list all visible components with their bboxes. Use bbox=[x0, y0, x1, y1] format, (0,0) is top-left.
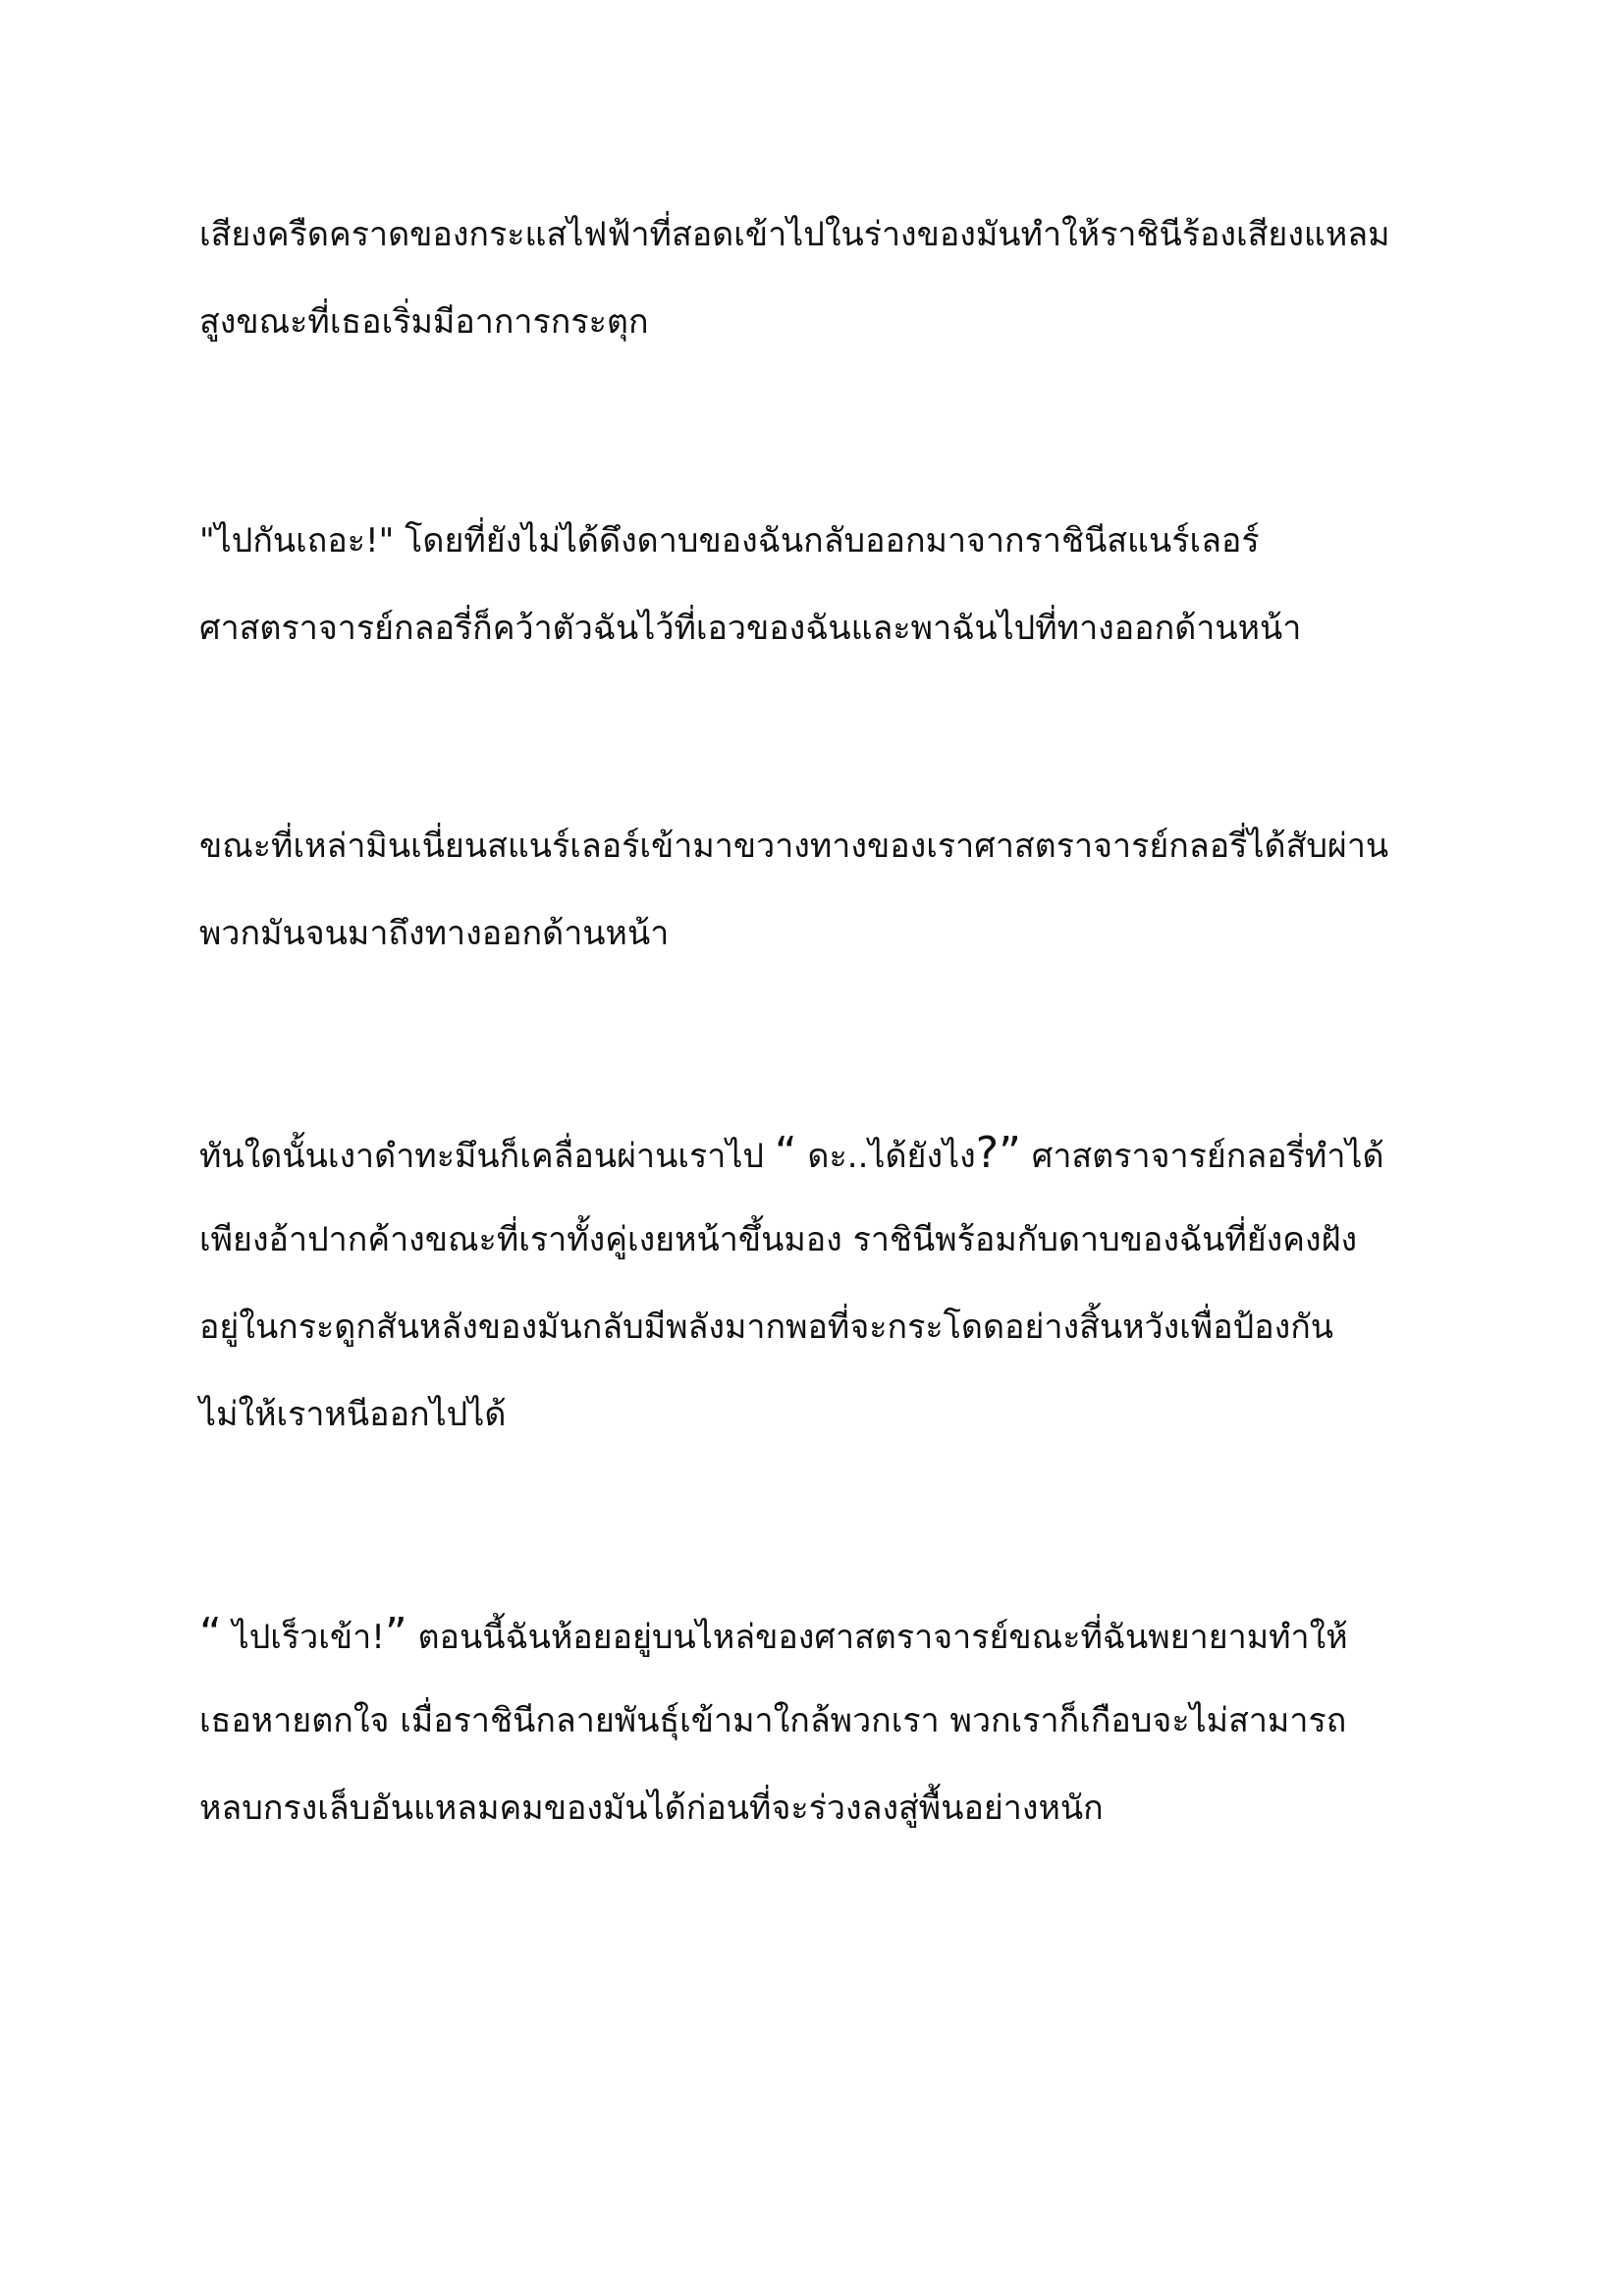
dialogue-text: ไปเร็วเข้า! bbox=[221, 1618, 385, 1657]
paragraph-line: หลบกรงเล็บอันแหลมคมของมันได้ก่อนที่จะร่วงลงสู่พื้นอย่างหนัก bbox=[199, 1789, 1104, 1828]
paragraph-line: เสียงครืดคราดของกระแสไฟฟ้าที่สอดเข้าไปในร่างของมันทำให้ราชินีร้องเสียงแหลม bbox=[199, 215, 1390, 254]
paragraph-2 bbox=[199, 498, 1476, 672]
dialogue-text: ดะ..ได้ยังไง bbox=[796, 1137, 976, 1176]
paragraph-line: ไม่ให้เราหนีออกไปได้ bbox=[199, 1395, 507, 1434]
paragraph-line: สูงขณะที่เธอเริ่มมีอาการกระตุก bbox=[199, 302, 649, 342]
question-mark: ? bbox=[975, 1128, 1000, 1178]
close-quote-mark: ” bbox=[999, 1128, 1021, 1178]
paragraph-line: เพียงอ้าปากค้างขณะที่เราทั้งคู่เงยหน้าขึ้นมอง ราชินีพร้อมกับดาบของฉันที่ยังคงฝัง bbox=[199, 1220, 1358, 1259]
paragraph-line: "ไปกันเถอะ!" โดยที่ยังไม่ได้ดึงดาบของฉันกลับออกมาจากราชินีสแนร์เลอร์ bbox=[199, 521, 1260, 561]
narration-text: ทันใดนั้นเงาดำทะมึนก็เคลื่อนผ่านเราไป bbox=[199, 1137, 775, 1176]
paragraph-line-with-dialogue bbox=[199, 1109, 1476, 1197]
paragraph-1 bbox=[199, 191, 1476, 366]
paragraph-line: พวกมันจนมาถึงทางออกด้านหน้า bbox=[199, 914, 670, 953]
paragraph-line: ขณะที่เหล่ามินเนี่ยนสแนร์เลอร์เข้ามาขวางทางของเราศาสตราจารย์กลอรี่ได้สับผ่าน bbox=[199, 827, 1389, 866]
paragraph-3 bbox=[199, 803, 1476, 978]
paragraph-5 bbox=[199, 1590, 1476, 1852]
paragraph-line-with-dialogue bbox=[199, 1590, 1476, 1678]
open-quote-mark: “ bbox=[199, 1609, 222, 1659]
open-quote-mark: “ bbox=[774, 1128, 797, 1178]
paragraph-line: อยู่ในกระดูกสันหลังของมันกลับมีพลังมากพอที่จะกระโดดอย่างสิ้นหวังเพื่อป้องกัน bbox=[199, 1308, 1334, 1347]
paragraph-line: ศาสตราจารย์กลอรี่ก็คว้าตัวฉันไว้ที่เอวของฉันและพาฉันไปที่ทางออกด้านหน้า bbox=[199, 609, 1302, 648]
close-quote-mark: ” bbox=[384, 1609, 407, 1659]
paragraph-4 bbox=[199, 1109, 1476, 1459]
narration-text: ตอนนี้ฉันห้อยอยู่บนไหล่ของศาสตราจารย์ขณะที่ฉันพยายามทำให้ bbox=[406, 1618, 1348, 1657]
narration-text: ศาสตราจารย์กลอรี่ทำได้ bbox=[1020, 1137, 1384, 1176]
paragraph-line: เธอหายตกใจ เมื่อราชินีกลายพันธุ์เข้ามาใกล้พวกเรา พวกเราก็เกือบจะไม่สามารถ bbox=[199, 1701, 1347, 1740]
